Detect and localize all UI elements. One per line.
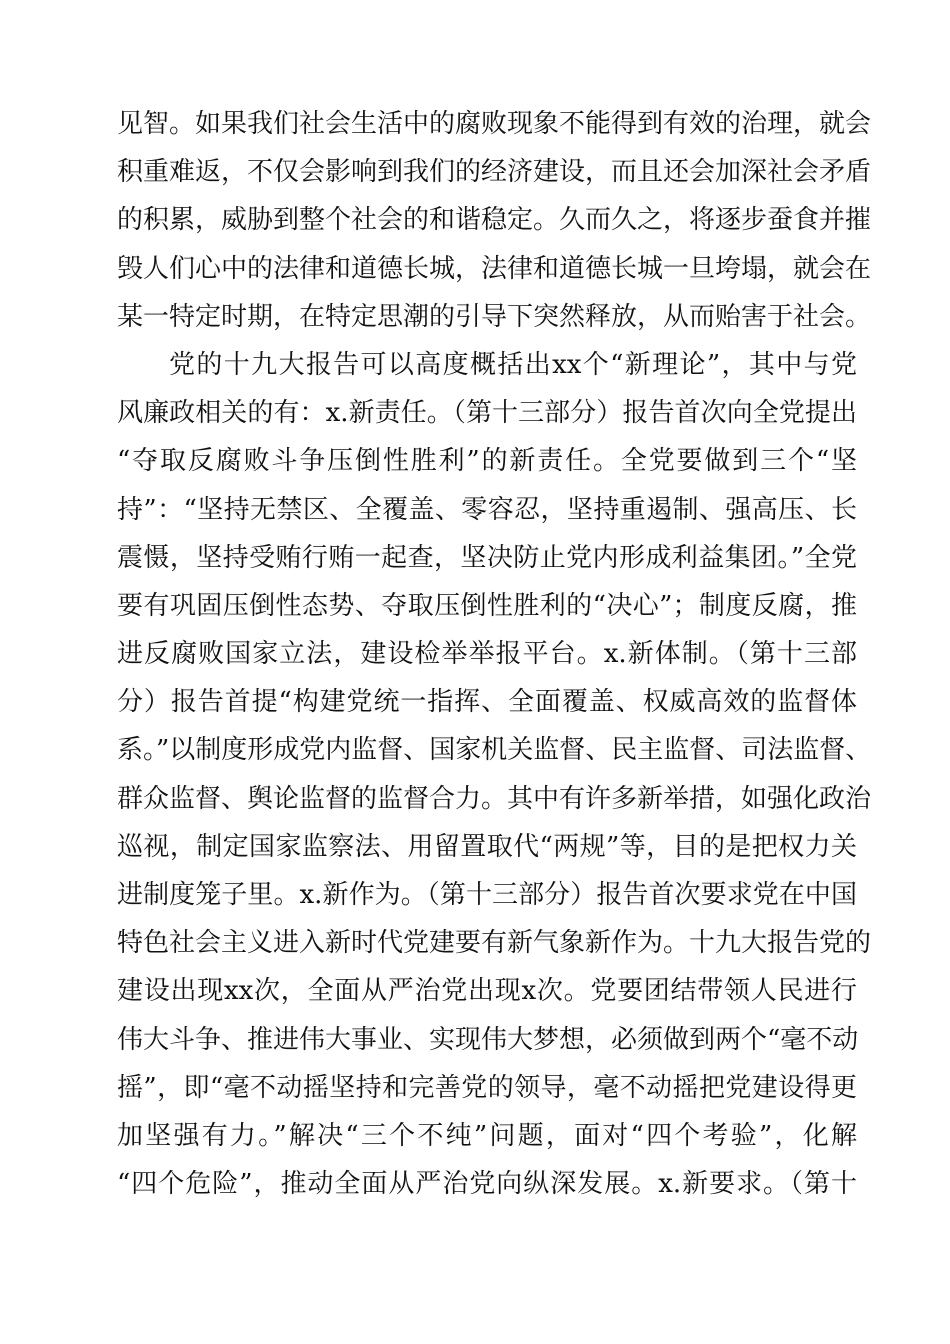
text-line: 摇”，即“毫不动摇坚持和完善党的领导，毫不动摇把党建设得更 — [117, 1072, 857, 1103]
text-line: “夺取反腐败斗争压倒性胜利”的新责任。全党要做到三个“坚 — [117, 446, 857, 477]
paragraph-last-line: 某一特定时期，在特定思潮的引导下突然释放，从而贻害于社会。 — [117, 301, 872, 332]
text-line: 要有巩固压倒性态势、夺取压倒性胜利的“决心”；制度反腐，推 — [117, 590, 857, 621]
text-line: 进制度笼子里。x.新作为。（第十三部分）报告首次要求党在中国 — [117, 880, 857, 910]
text-line: 系。”以制度形成党内监督、国家机关监督、民主监督、司法监督、 — [117, 735, 872, 766]
text-line: 持”：“坚持无禁区、全覆盖、零容忍，坚持重遏制、强高压、长 — [117, 494, 857, 525]
text-line: 毁人们心中的法律和道德长城，法律和道德长城一旦垮塌，就会在 — [117, 253, 872, 284]
text-line: 分）报告首提“构建党统一指挥、全面覆盖、权威高效的监督体 — [117, 687, 857, 718]
text-line: 见智。如果我们社会生活中的腐败现象不能得到有效的治理，就会 — [117, 109, 872, 139]
paragraph-first-line: 党的十九大报告可以高度概括出xx个“新理论”，其中与党 — [169, 349, 857, 380]
text-line: 特色社会主义进入新时代党建要有新气象新作为。十九大报告党的 — [117, 928, 872, 959]
text-line: 加坚强有力。”解决“三个不纯”问题，面对“四个考验”，化解 — [117, 1120, 857, 1151]
body-text — [117, 100, 872, 1208]
text-line: 建设出现xx次，全面从严治党出现x次。党要团结带领人民进行 — [117, 976, 857, 1007]
text-line: 群众监督、舆论监督的监督合力。其中有许多新举措，如强化政治 — [117, 783, 872, 814]
text-line: 进反腐败国家立法，建设检举举报平台。x.新体制。（第十三部 — [117, 639, 857, 670]
text-line: 风廉政相关的有：x.新责任。（第十三部分）报告首次向全党提出 — [117, 398, 857, 429]
text-line: 的积累，威胁到整个社会的和谐稳定。久而久之，将逐步蚕食并摧 — [117, 205, 872, 236]
text-line: “四个危险”，推动全面从严治党向纵深发展。x.新要求。（第十 — [117, 1169, 857, 1200]
text-line: 巡视，制定国家监察法、用留置取代“两规”等，目的是把权力关 — [117, 831, 857, 862]
text-line: 积重难返，不仅会影响到我们的经济建设，而且还会加深社会矛盾 — [117, 157, 872, 188]
text-line: 伟大斗争、推进伟大事业、实现伟大梦想，必须做到两个“毫不动 — [117, 1024, 859, 1055]
text-line: 震慑，坚持受贿行贿一起查，坚决防止党内形成利益集团。”全党 — [117, 542, 857, 573]
